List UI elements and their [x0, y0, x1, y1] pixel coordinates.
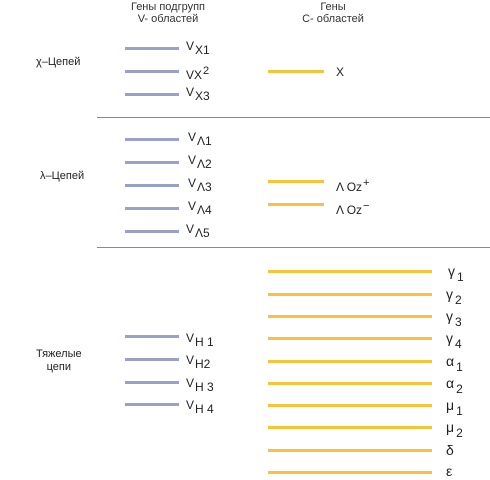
heavy-c-gene-alpha1-label: α $_1$ [446, 353, 463, 374]
v-header-line1: Гены подгрупп [130, 1, 206, 13]
heavy-c-gene-delta-bar [268, 449, 432, 452]
heavy-c-gene-alpha1-bar [268, 360, 432, 363]
chi-v-gene-1-label: $V_{X1}$ [186, 39, 210, 57]
heavy-c-gene-mu2-bar [268, 426, 432, 429]
heavy-c-gene-mu1-bar [268, 404, 432, 407]
lambda-v-gene-2-bar [125, 161, 179, 164]
heavy-c-gene-gamma4-bar [268, 337, 432, 340]
chi-c-gene-bar [268, 70, 324, 73]
heavy-v-gene-1-label: $V_{H 1}$ [186, 331, 214, 349]
heavy-c-gene-gamma2-bar [268, 293, 432, 296]
heavy-label-line2: цепи [46, 361, 72, 373]
chi-v-gene-3-bar [125, 93, 179, 96]
heavy-label-line1: Тяжелые [36, 348, 82, 360]
chi-c-gene-label: X [336, 65, 345, 79]
v-header-line2: V- областей [137, 13, 199, 25]
heavy-c-gene-gamma1-label: γ $_1$ [448, 263, 464, 284]
heavy-c-gene-alpha2-bar [268, 382, 432, 385]
heavy-c-gene-epsilon-bar [268, 471, 432, 474]
heavy-v-gene-3-label: $V_{H 3}$ [186, 376, 214, 394]
lambda-v-gene-1-label: $V_{\Lambda 1}$ [188, 130, 212, 148]
heavy-c-gene-gamma2-label: γ $_2$ [446, 286, 462, 307]
heavy-c-gene-epsilon-label: ε [446, 463, 453, 479]
lambda-v-gene-2-label: $V_{\Lambda 2}$ [188, 153, 212, 171]
divider-lambda-heavy [97, 247, 490, 248]
heavy-c-gene-mu2-label: μ $_2$ [446, 419, 463, 440]
heavy-c-gene-gamma3-label: γ $_3$ [446, 308, 462, 329]
heavy-c-gene-delta-label: δ [446, 442, 454, 458]
lambda-v-gene-5-bar [125, 230, 179, 233]
heavy-c-gene-gamma1-bar [268, 270, 432, 273]
chi-group-label: χ–Цепей [36, 56, 81, 68]
lambda-group-label: λ–Цепей [40, 170, 85, 182]
c-column-header [288, 1, 378, 25]
heavy-group-label [36, 348, 82, 374]
heavy-c-gene-alpha2-label: α $_2$ [446, 375, 463, 396]
v-column-header [108, 1, 228, 25]
chi-v-gene-3-label: $V_{X3}$ [186, 85, 210, 103]
lambda-c-gene-1-label: Λ Oz+ [336, 177, 370, 194]
lambda-v-gene-3-bar [125, 184, 179, 187]
lambda-v-gene-3-label: $V_{\Lambda 3}$ [188, 176, 212, 194]
heavy-c-gene-gamma3-bar [268, 315, 432, 318]
lambda-v-gene-1-bar [125, 138, 179, 141]
heavy-v-gene-2-bar [125, 358, 179, 361]
chi-v-gene-2-label: $VX^2$ [186, 65, 210, 82]
heavy-v-gene-2-label: $V_{H2}$ [186, 353, 211, 371]
chi-v-gene-1-bar [125, 47, 179, 50]
c-header-line2: C- областей [302, 13, 364, 25]
chi-v-gene-2-bar [125, 70, 179, 73]
heavy-v-gene-1-bar [125, 335, 179, 338]
lambda-v-gene-4-label: $V_{\Lambda 4}$ [188, 199, 212, 217]
heavy-c-gene-gamma4-label: γ $_4$ [446, 330, 462, 351]
lambda-c-gene-2-bar [268, 203, 324, 206]
lambda-v-gene-5-label: $V_{\Lambda 5}$ [186, 222, 210, 240]
heavy-c-gene-mu1-label: μ $_1$ [446, 397, 463, 418]
heavy-v-gene-3-bar [125, 381, 179, 384]
heavy-v-gene-4-label: $V_{H 4}$ [186, 398, 214, 416]
lambda-c-gene-2-label: Λ Oz− [336, 200, 370, 217]
lambda-v-gene-4-bar [125, 207, 179, 210]
c-header-line1: Гены [320, 1, 346, 13]
divider-chi-lambda [97, 117, 490, 118]
lambda-c-gene-1-bar [268, 180, 324, 183]
heavy-v-gene-4-bar [125, 403, 179, 406]
